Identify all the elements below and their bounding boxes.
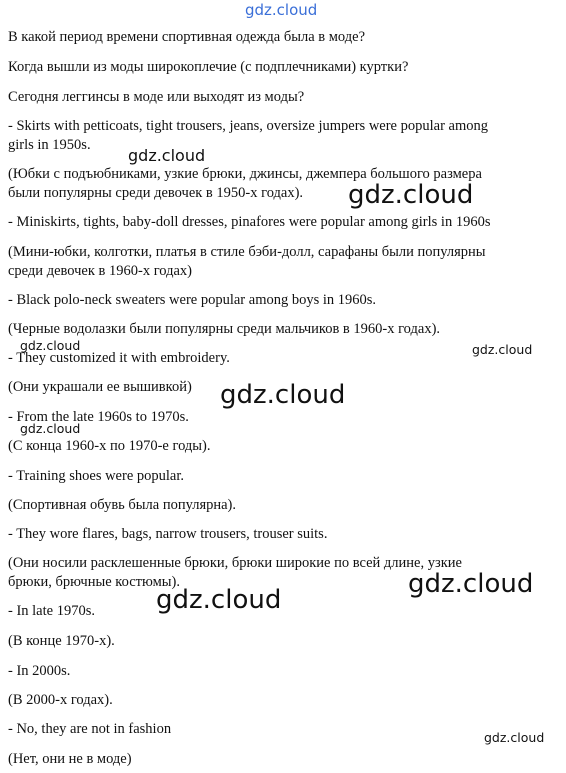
answer-line: - Training shoes were popular. [8,468,184,484]
translation-line: (В 2000-х годах). [8,692,113,708]
translation-line: (С конца 1960-х по 1970-е годы). [8,438,211,454]
watermark-top: gdz.cloud [245,1,318,19]
watermark: gdz.cloud [408,569,534,599]
translation-line: были популярны среди девочек в 1950-х годах). [8,185,304,201]
translation-line: (Спортивная обувь была популярна). [8,497,237,513]
answer-line: - They wore flares, bags, narrow trousers, trouser suits. [8,526,328,542]
watermark: gdz.cloud [156,585,282,615]
answer-line: - No, they are not in fashion [8,721,172,737]
question-line: Сегодня леггинсы в моде или выходят из моды? [8,89,305,105]
translation-line: (Они украшали ее вышивкой) [8,379,192,395]
answer-line: - Miniskirts, tights, baby-doll dresses, pinafores were popular among girls in 1960s [8,214,491,230]
translation-line: (Черные водолазки были популярны среди мальчиков в 1960-х годах). [8,321,441,337]
translation-line: (Юбки с подъюбниками, узкие брюки, джинсы, джемпера большого размера [8,166,482,182]
watermark: gdz.cloud [220,380,346,410]
answer-line: - Black polo-neck sweaters were popular among boys in 1960s. [8,292,377,308]
watermark: gdz.cloud [20,338,81,353]
translation-line: среди девочек в 1960-х годах) [8,263,193,279]
watermark: gdz.cloud [472,342,533,357]
answer-line: - From the late 1960s to 1970s. [8,409,189,425]
answer-line: - In 2000s. [8,663,71,679]
translation-line: (В конце 1970-х). [8,633,115,649]
watermark: gdz.cloud [484,730,545,745]
answer-line: - They customized it with embroidery. [8,350,230,366]
watermark: gdz.cloud [20,421,81,436]
translation-line: (Они носили расклешенные брюки, брюки широкие по всей длине, узкие [8,555,462,571]
question-line: В какой период времени спортивная одежда была в моде? [8,29,366,45]
answer-line: girls in 1950s. [8,137,91,153]
question-line: Когда вышли из моды широкоплечие (с подплечниками) куртки? [8,59,409,75]
answer-line: - In late 1970s. [8,603,95,619]
watermark: gdz.cloud [348,180,474,210]
watermark: gdz.cloud [128,146,206,165]
translation-line: брюки, брючные костюмы). [8,574,180,590]
translation-line: (Мини-юбки, колготки, платья в стиле бэби-долл, сарафаны были популярны [8,244,486,260]
translation-line: (Нет, они не в моде) [8,751,132,767]
answer-line: - Skirts with petticoats, tight trousers, jeans, oversize jumpers were popular among [8,118,489,134]
